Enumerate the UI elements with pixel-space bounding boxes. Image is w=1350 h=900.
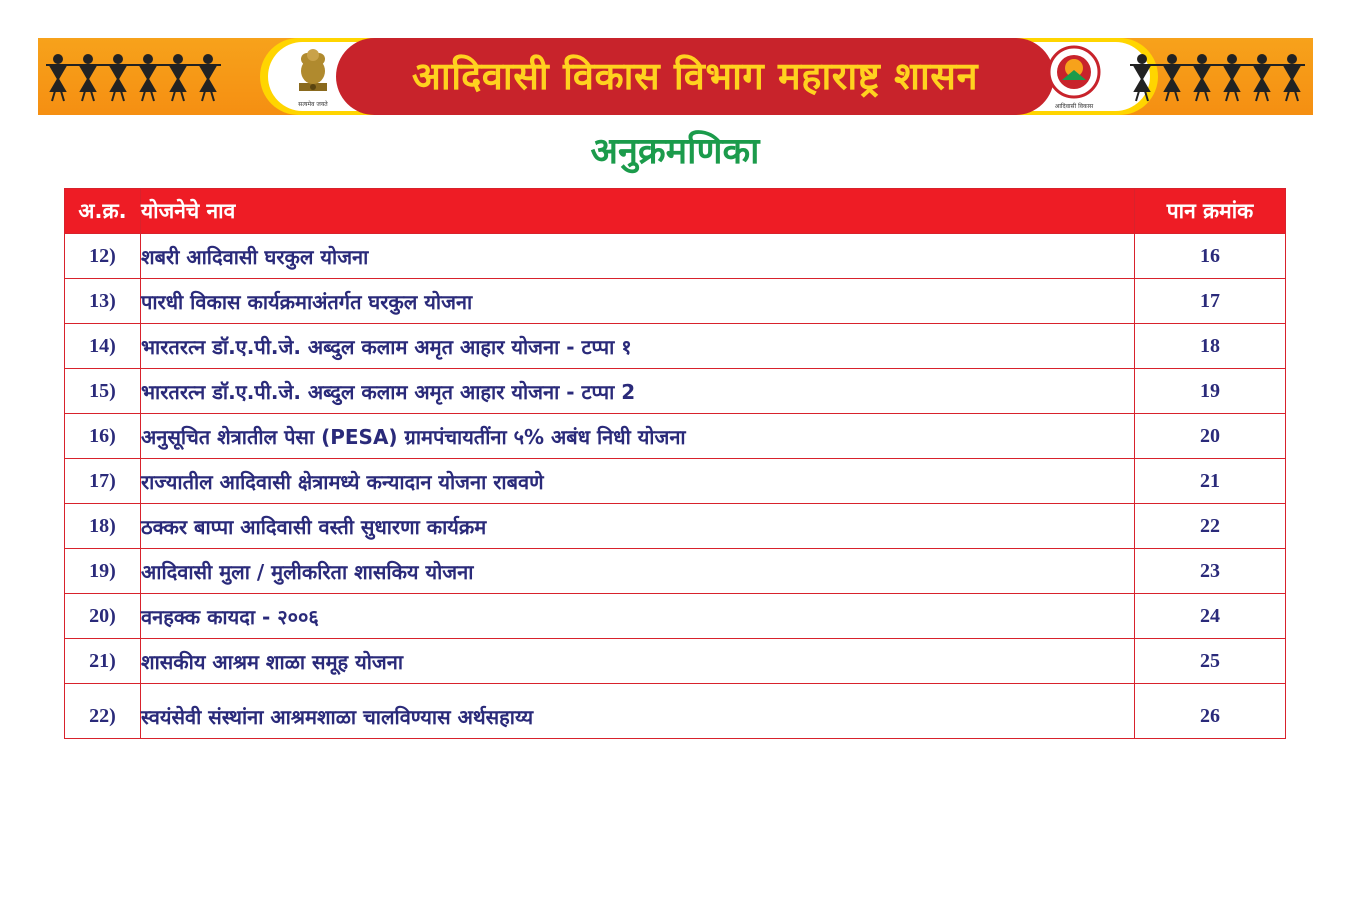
header-serial-number: अ.क्र. [65, 189, 141, 234]
row-page: 17 [1135, 279, 1286, 324]
table-row [65, 324, 1286, 369]
row-page: 20 [1135, 414, 1286, 459]
tribal-dept-seal-icon [1038, 44, 1110, 102]
page-title: अनुक्रमणिका [590, 131, 760, 172]
row-page: 22 [1135, 504, 1286, 549]
row-serial: 17) [65, 459, 141, 504]
row-scheme-name: आदिवासी मुला / मुलीकरिता शासकिय योजना [141, 549, 1135, 594]
row-page: 24 [1135, 594, 1286, 639]
warli-dancers-right-decoration [1130, 38, 1305, 115]
warli-dancers-left-decoration [46, 38, 221, 115]
row-scheme-name: अनुसूचित शेत्रातील पेसा (PESA) ग्रामपंचायतींना ५% अबंध निधी योजना [141, 414, 1135, 459]
row-scheme-name: पारधी विकास कार्यक्रमाअंतर्गत घरकुल योजना [141, 279, 1135, 324]
row-serial: 13) [65, 279, 141, 324]
header-page-number: पान क्रमांक [1135, 189, 1286, 234]
row-serial: 16) [65, 414, 141, 459]
ashoka-emblem-icon [293, 43, 333, 95]
row-scheme-name: स्वयंसेवी संस्थांना आश्रमशाळा चालविण्यास अर्थसहाय्य [141, 684, 1135, 739]
row-serial: 15) [65, 369, 141, 414]
warli-figures-icon [1130, 47, 1305, 107]
table-header-row [65, 189, 1286, 234]
row-serial: 19) [65, 549, 141, 594]
row-scheme-name: वनहक्क कायदा - २००६ [141, 594, 1135, 639]
row-serial: 14) [65, 324, 141, 369]
row-page: 26 [1135, 684, 1286, 739]
dept-caption: आदिवासी विकास [1054, 103, 1094, 110]
row-serial: 22) [65, 684, 141, 739]
row-page: 18 [1135, 324, 1286, 369]
table-row [65, 639, 1286, 684]
department-logo [1038, 44, 1110, 112]
emblem-caption: सत्यमेव जयते [298, 101, 328, 108]
header-scheme-name: योजनेचे नाव [141, 189, 1135, 234]
row-serial: 12) [65, 234, 141, 279]
warli-figures-icon [46, 47, 221, 107]
row-page: 19 [1135, 369, 1286, 414]
row-scheme-name: शासकीय आश्रम शाळा समूह योजना [141, 639, 1135, 684]
row-serial: 21) [65, 639, 141, 684]
table-row [65, 594, 1286, 639]
table-row [65, 369, 1286, 414]
banner-title: आदिवासी विकास विभाग महाराष्ट्र शासन [336, 38, 1054, 115]
row-page: 16 [1135, 234, 1286, 279]
header-banner [38, 38, 1313, 115]
table-row [65, 549, 1286, 594]
table-row [65, 234, 1286, 279]
row-page: 23 [1135, 549, 1286, 594]
table-row [65, 684, 1286, 739]
table-row [65, 459, 1286, 504]
row-serial: 20) [65, 594, 141, 639]
table-row [65, 414, 1286, 459]
row-page: 21 [1135, 459, 1286, 504]
row-page: 25 [1135, 639, 1286, 684]
table-row [65, 279, 1286, 324]
row-scheme-name: राज्यातील आदिवासी क्षेत्रामध्ये कन्यादान योजना राबवणे [141, 459, 1135, 504]
row-scheme-name: शबरी आदिवासी घरकुल योजना [141, 234, 1135, 279]
row-scheme-name: ठक्कर बाप्पा आदिवासी वस्ती सुधारणा कार्यक्रम [141, 504, 1135, 549]
row-scheme-name: भारतरत्न डॉ.ए.पी.जे. अब्दुल कलाम अमृत आहार योजना - टप्पा १ [141, 324, 1135, 369]
row-serial: 18) [65, 504, 141, 549]
row-scheme-name: भारतरत्न डॉ.ए.पी.जे. अब्दुल कलाम अमृत आहार योजना - टप्पा 2 [141, 369, 1135, 414]
toc-table [64, 188, 1286, 739]
table-row [65, 504, 1286, 549]
